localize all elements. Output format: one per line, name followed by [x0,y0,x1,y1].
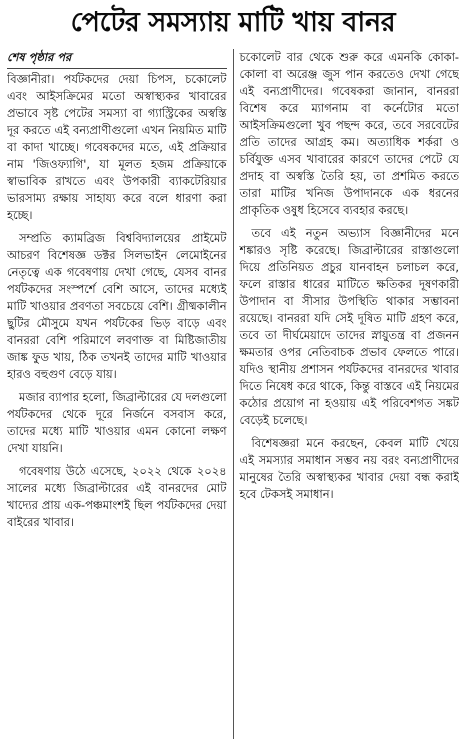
paragraph: সম্প্রতি ক্যামব্রিজ বিশ্ববিদ্যালয়ের প্রাইমেট আচরণ বিশেষজ্ঞ ডক্টর সিলভাইন লেমোইনের নেতৃত্বে এক গবেষণায় দেখা গেছে, যেসব বানর পর্যটকদের সংস্পর্শে বেশি আসে, তাদের মধ্যেই মাটি খাওয়ার প্রবণতা সবচেয়ে বেশি। গ্রীষ্মকালীন ছুটির মৌসুমে যখন পর্যটকের ভিড় বাড়ে এবং বানররা বেশি পরিমাণে লবণাক্ত বা মিষ্টিজাতীয় জাঙ্ক ফুড খায়, ঠিক তখনই তাদের মাটি খাওয়ার হারও বহুগুণ বেড়ে যায়। [7,231,227,381]
paragraph: গবেষণায় উঠে এসেছে, ২০২২ থেকে ২০২৪ সালের মধ্যে জিব্রাল্টারের এই বানরদের মোট খাদ্যের প্রায় এক-পঞ্চমাংশই ছিল পর্যটকদের দেয়া বাইরের খাবার। [7,464,227,529]
paragraph: মজার ব্যাপার হলো, জিব্রাল্টারের যে দলগুলো পর্যটকদের থেকে দূরে নির্জনে বসবাস করে, তাদের মধ্যে মাটি খাওয়ার এমন কোনো লক্ষণ দেখা যায়নি। [7,390,227,455]
continued-from-label: শেষ পৃষ্ঠার পর [7,50,72,64]
right-column [233,49,460,739]
headline: পেটের সমস্যায় মাটি খায় বানর [70,7,396,38]
paragraph: বিজ্ঞানীরা। পর্যটকদের দেয়া চিপস, চকোলেট এবং আইসক্রিমের মতো অস্বাস্থ্যকর খাবারের প্রভাবে সৃষ্ট পেটের সমস্যা বা গ্যাস্ট্রিকের অস্বস্তি দূর করতে এই বন্যপ্রাণীগুলো এখন নিয়মিত মাটি বা কাদা খাচ্ছে। গবেষকদের মতে, এই প্রক্রিয়ার নাম 'জিওফ্যাগি', যা মূলত হজম প্রক্রিয়াকে স্বাভাবিক রাখতে এবং উপকারী ব্যাকটেরিয়ার ভারসাম্য রক্ষায় সাহায্য করে বলে ধারণা করা হচ্ছে। [7,72,227,222]
left-column [7,49,233,739]
article-body [7,49,459,739]
continued-divider [7,68,227,69]
paragraph: বিশেষজ্ঞরা মনে করছেন, কেবল মাটি খেয়ে এই সমস্যার সমাধান সম্ভব নয় বরং বন্যপ্রাণীদের মানুষের তৈরি অস্বাস্থ্যকর খাবার দেয়া বন্ধ করাই হবে টেকসই সমাধান। [239,436,459,501]
paragraph: তবে এই নতুন অভ্যাস বিজ্ঞানীদের মনে শঙ্কারও সৃষ্টি করেছে। জিব্রাল্টারের রাস্তাগুলো দিয়ে প্রতিনিয়ত প্রচুর যানবাহন চলাচল করে, ফলে রাস্তার ধারের মাটিতে ক্ষতিকর দূষণকারী উপাদান বা সীসার উপস্থিতি থাকার সম্ভাবনা রয়েছে। বানররা যদি সেই দূষিত মাটি গ্রহণ করে, তবে তা দীর্ঘমেয়াদে তাদের স্নায়ুতন্ত্র বা প্রজনন ক্ষমতার ওপর নেতিবাচক প্রভাব ফেলতে পারে। যদিও স্থানীয় প্রশাসন পর্যটকদের বানরদের খাবার দিতে নিষেধ করে থাকে, কিন্তু বাস্তবে এই নিয়মের কঠোর প্রয়োগ না হওয়ায় এই পরিবেশগত সঙ্কট বেড়েই চলেছে। [239,226,459,427]
paragraph: চকোলেট বার থেকে শুরু করে এমনকি কোকা-কোলা বা অরেঞ্জ জুস পান করতেও দেখা গেছে এই বন্যপ্রাণীদের। গবেষকরা জানান, বানররা বিশেষ করে ম্যাগনাম বা কর্নেটোর মতো আইসক্রিমগুলো খুব পছন্দ করে, তবে সরবেটের প্রতি তাদের আগ্রহ কম। অত্যাধিক শর্করা ও চর্বিযুক্ত এসব খাবারের কারণে তাদের পেটে যে প্রদাহ বা অস্বস্তি তৈরি হয়, তা প্রশমিত করতে তারা মাটির খনিজ উপাদানকে এক ধরনের প্রাকৃতিক ওষুধ হিসেবে ব্যবহার করছে। [239,50,459,217]
